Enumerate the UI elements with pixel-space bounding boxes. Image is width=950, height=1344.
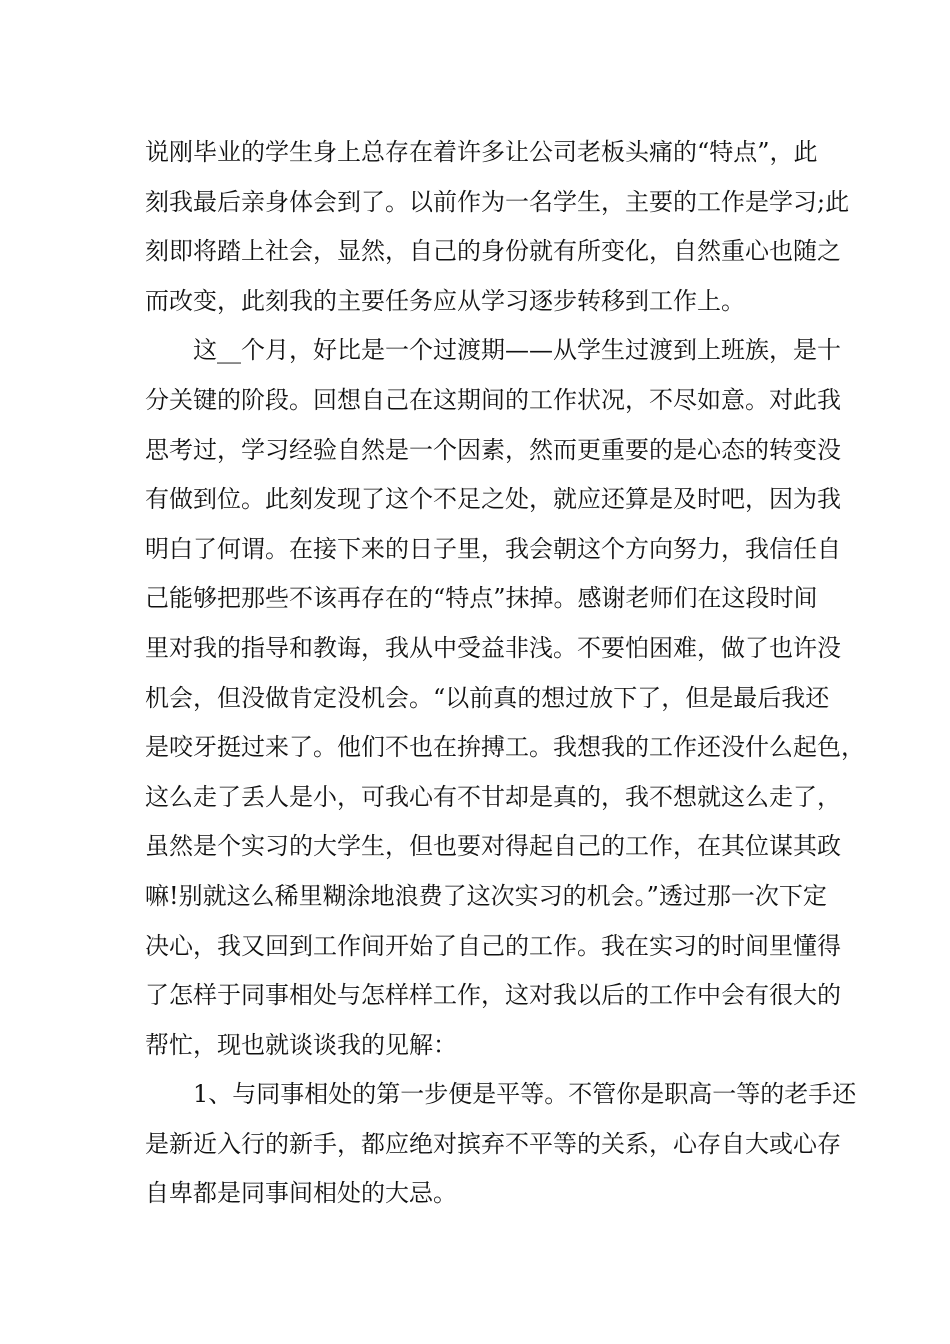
paragraph — [145, 128, 850, 326]
text-line: 分关键的阶段。回想自己在这期间的工作状况，不尽如意。对此我 — [145, 385, 841, 414]
text-line: 这么走了丢人是小，可我心有不甘却是真的，我不想就这么走了， — [145, 782, 841, 811]
text-line: 帮忙，现也就谈谈我的见解： — [145, 1030, 457, 1059]
text-line: 自卑都是同事间相处的大忌。 — [145, 1179, 457, 1208]
text-line: 这__个月，好比是一个过渡期——从学生过渡到上班族，是十 — [193, 336, 841, 365]
text-line: 是咬牙挺过来了。他们不也在拚搏工。我想我的工作还没什么起色， — [145, 733, 865, 762]
text-line: 机会，但没做肯定没机会。“以前真的想过放下了，但是最后我还 — [145, 683, 830, 712]
text-line: 了怎样于同事相处与怎样样工作，这对我以后的工作中会有很大的 — [145, 981, 841, 1010]
text-line: 有做到位。此刻发现了这个不足之处，就应还算是及时吧，因为我 — [145, 485, 841, 514]
text-line: 己能够把那些不该再存在的“特点”抹掉。感谢老师们在这段时间 — [145, 584, 818, 613]
text-line: 而改变，此刻我的主要任务应从学习逐步转移到工作上。 — [145, 286, 745, 315]
text-line: 是新近入行的新手，都应绝对摈弃不平等的关系，心存自大或心存 — [145, 1129, 841, 1158]
text-line: 1、与同事相处的第一步便是平等。不管你是职高一等的老手还 — [193, 1080, 857, 1109]
text-line: 思考过，学习经验自然是一个因素，然而更重要的是心态的转变没 — [145, 435, 841, 464]
text-line: 说刚毕业的学生身上总存在着许多让公司老板头痛的“特点”，此 — [145, 138, 818, 166]
text-line: 刻即将踏上社会，显然，自己的身份就有所变化，自然重心也随之 — [145, 237, 841, 266]
document-body — [145, 128, 865, 1219]
text-line: 决心，我又回到工作间开始了自己的工作。我在实习的时间里懂得 — [145, 931, 841, 960]
text-line: 嘛!别就这么稀里糊涂地浪费了这次实习的机会。”透过那一次下定 — [145, 881, 827, 910]
text-line: 明白了何谓。在接下来的日子里，我会朝这个方向努力，我信任自 — [145, 534, 841, 563]
text-line: 刻我最后亲身体会到了。以前作为一名学生，主要的工作是学习;此 — [145, 187, 850, 216]
paragraph — [145, 326, 865, 1070]
text-line: 虽然是个实习的大学生，但也要对得起自己的工作，在其位谋其政 — [145, 832, 841, 861]
paragraph — [145, 1070, 857, 1219]
text-line: 里对我的指导和教诲，我从中受益非浅。不要怕困难，做了也许没 — [145, 633, 841, 662]
